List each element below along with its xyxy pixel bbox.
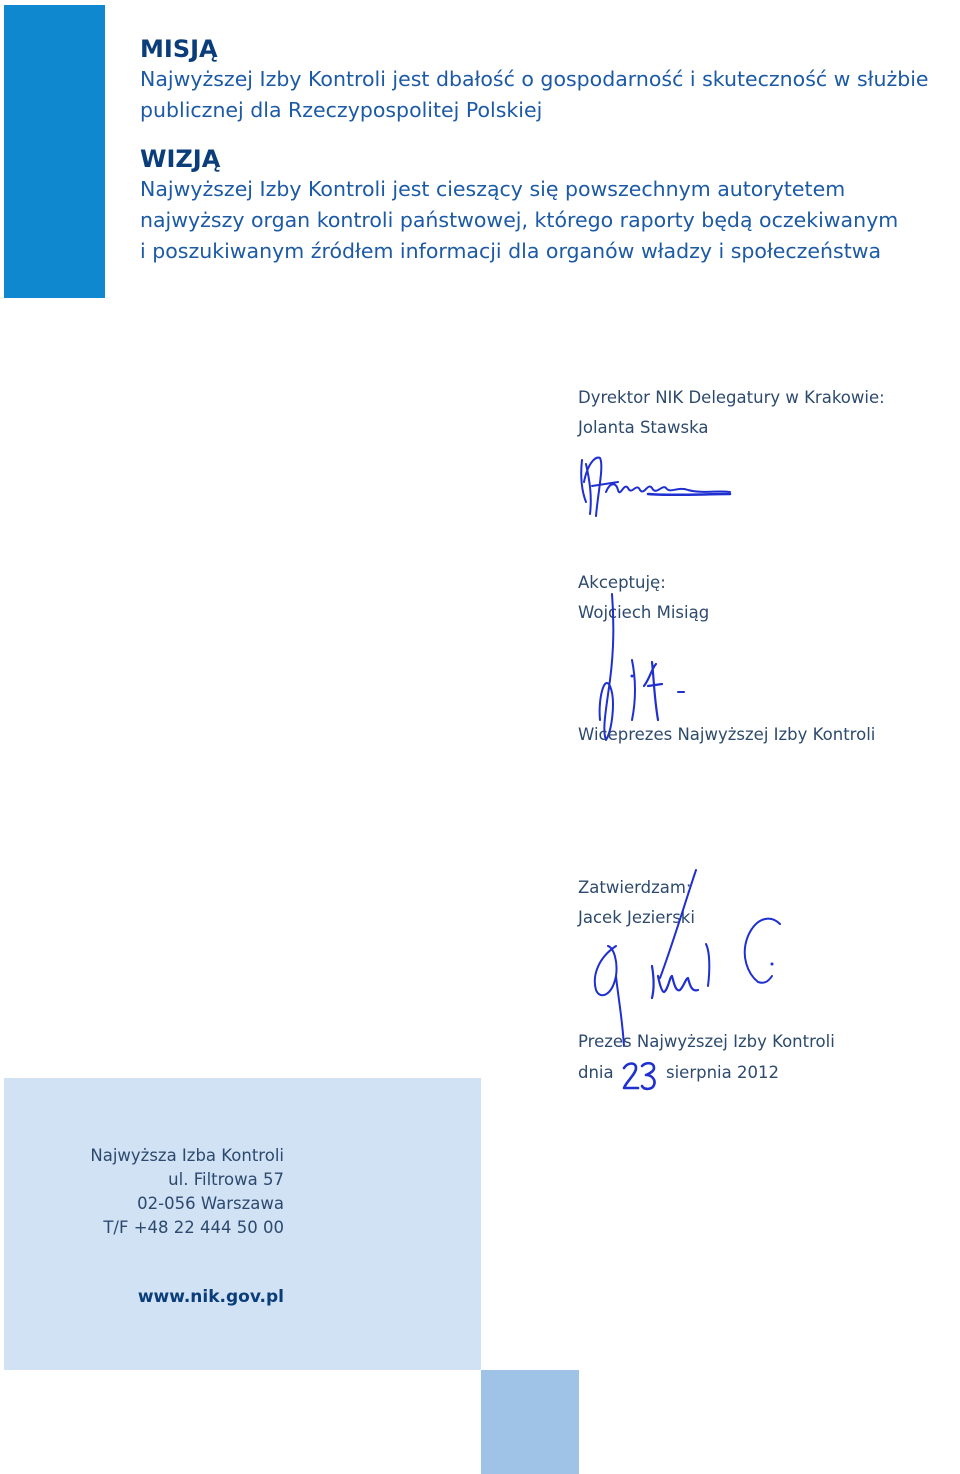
- phone-fax: T/F +48 22 444 50 00: [103, 1218, 284, 1237]
- accepting-name: Wojciech Misiąg: [578, 603, 710, 622]
- accepting-label: Akceptuję:: [578, 573, 666, 592]
- director-signature: [578, 452, 738, 522]
- director-role: Dyrektor NIK Delegatury w Krakowie:: [578, 388, 885, 407]
- decorative-blue-square: [481, 1370, 579, 1474]
- mission-line: Najwyższej Izby Kontroli jest dbałość o gospodarność i skuteczność w służbie: [140, 67, 929, 91]
- handwritten-day-number: [620, 1060, 660, 1092]
- mission-heading: MISJĄ: [140, 35, 218, 63]
- website-link[interactable]: www.nik.gov.pl: [137, 1287, 284, 1307]
- vision-block: [140, 144, 950, 267]
- contact-address: [40, 1144, 284, 1240]
- organization-name: Najwyższa Izba Kontroli: [90, 1146, 284, 1165]
- vision-heading: WIZJĄ: [140, 145, 221, 173]
- postal-city: 02-056 Warszawa: [137, 1194, 284, 1213]
- vision-line: najwyższy organ kontroli państwowej, którego raporty będą oczekiwanym: [140, 208, 899, 232]
- mission-line: publicznej dla Rzeczypospolitej Polskiej: [140, 98, 543, 122]
- approving-title: Prezes Najwyższej Izby Kontroli: [578, 1032, 835, 1051]
- approval-date-suffix: sierpnia 2012: [666, 1063, 779, 1082]
- mission-vision-section: [140, 34, 950, 267]
- street-address: ul. Filtrowa 57: [168, 1170, 284, 1189]
- approving-name: Jacek Jezierski: [578, 908, 695, 927]
- accent-blue-bar: [4, 5, 105, 298]
- vision-line: Najwyższej Izby Kontroli jest cieszący się powszechnym autorytetem: [140, 177, 846, 201]
- approval-date-prefix: dnia: [578, 1063, 614, 1082]
- director-name: Jolanta Stawska: [578, 418, 709, 437]
- vision-line: i poszukiwanym źródłem informacji dla organów władzy i społeczeństwa: [140, 239, 882, 263]
- accepting-title: Wiceprezes Najwyższej Izby Kontroli: [578, 725, 876, 744]
- approving-signature: [588, 866, 788, 1052]
- approving-label: Zatwierdzam:: [578, 878, 692, 897]
